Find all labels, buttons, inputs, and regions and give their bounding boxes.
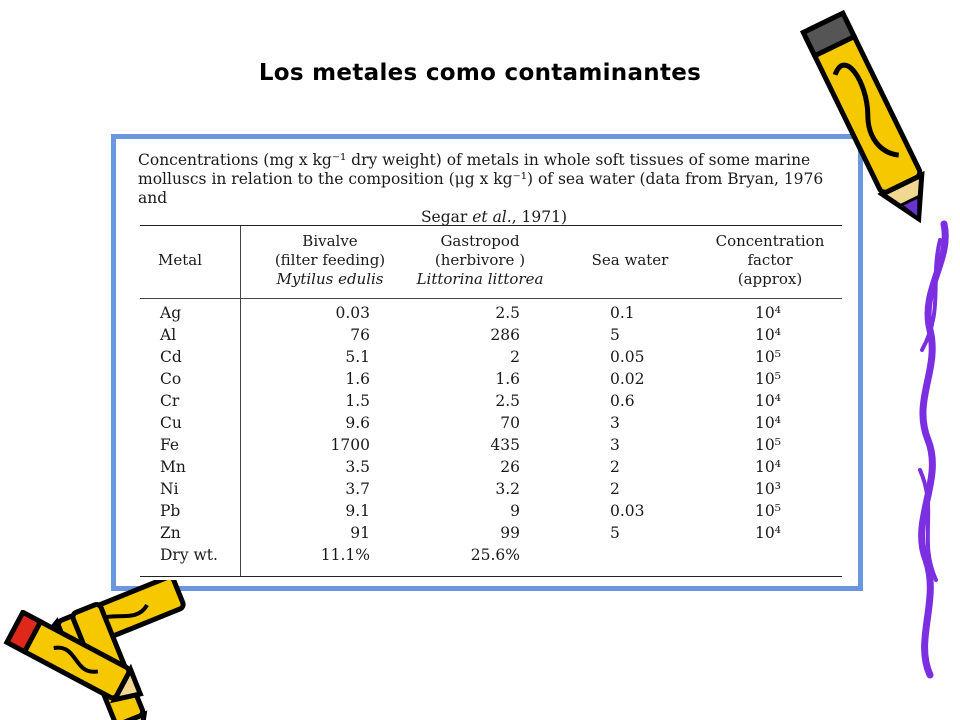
- cell-metal: Mn: [160, 458, 186, 476]
- cell-bivalve: 5.1: [345, 348, 370, 366]
- cell-bivalve: 1.5: [345, 392, 370, 410]
- cell-concentration-factor: 10⁴: [755, 392, 781, 410]
- cell-metal: Al: [160, 326, 177, 344]
- cell-metal: Fe: [160, 436, 180, 454]
- table-row: [140, 348, 842, 370]
- table-row: [140, 502, 842, 524]
- table-row: [140, 326, 842, 348]
- cell-sea-water: 5: [610, 524, 620, 542]
- cell-concentration-factor: 10⁵: [755, 348, 781, 366]
- cell-concentration-factor: 10⁵: [755, 370, 781, 388]
- header-gastropod: Gastropod (herbivore ) Littorina littorea: [416, 232, 544, 288]
- cell-concentration-factor: 10⁴: [755, 304, 781, 322]
- cell-concentration-factor: 10³: [755, 480, 781, 498]
- cell-sea-water: 3: [610, 436, 620, 454]
- table-row: [140, 414, 842, 436]
- cell-gastropod: 99: [500, 524, 520, 542]
- header-sea-water: Sea water: [591, 251, 669, 269]
- table-row: [140, 392, 842, 414]
- cell-gastropod: 9: [510, 502, 520, 520]
- header-bivalve: Bivalve (filter feeding) Mytilus edulis: [274, 232, 386, 288]
- cell-gastropod: 70: [500, 414, 520, 432]
- cell-metal: Ni: [160, 480, 179, 498]
- cell-sea-water: 2: [610, 480, 620, 498]
- table-row: [140, 370, 842, 392]
- table-row: [140, 436, 842, 458]
- cell-sea-water: 0.02: [610, 370, 645, 388]
- cell-gastropod: 2.5: [495, 304, 520, 322]
- cell-concentration-factor: 10⁵: [755, 436, 781, 454]
- metals-table: [140, 225, 842, 577]
- caption-line-2: molluscs in relation to the composition (μg x kg⁻¹) of sea water (data from Bryan, 1976 and: [138, 170, 824, 207]
- cell-metal: Zn: [160, 524, 181, 542]
- cell-bivalve: 11.1%: [320, 546, 370, 564]
- cell-metal: Cu: [160, 414, 182, 432]
- cell-gastropod: 2: [510, 348, 520, 366]
- cell-metal: Cr: [160, 392, 180, 410]
- cell-gastropod: 1.6: [495, 370, 520, 388]
- table-row: [140, 480, 842, 502]
- cell-bivalve: 1.6: [345, 370, 370, 388]
- cell-gastropod: 286: [490, 326, 520, 344]
- cell-concentration-factor: 10⁴: [755, 458, 781, 476]
- cell-sea-water: 0.05: [610, 348, 645, 366]
- cell-gastropod: 25.6%: [470, 546, 520, 564]
- cell-concentration-factor: 10⁴: [755, 524, 781, 542]
- cell-metal: Dry wt.: [160, 546, 218, 564]
- header-divider: [140, 298, 842, 299]
- pencil-icon-top-right: [800, 4, 940, 234]
- metals-table-image: [111, 134, 863, 591]
- cell-sea-water: 3: [610, 414, 620, 432]
- cell-sea-water: 0.1: [610, 304, 635, 322]
- squiggle-icon-right: [900, 220, 960, 680]
- cell-bivalve: 3.5: [345, 458, 370, 476]
- cell-bivalve: 0.03: [335, 304, 370, 322]
- cell-sea-water: 2: [610, 458, 620, 476]
- cell-sea-water: 0.6: [610, 392, 635, 410]
- cell-gastropod: 2.5: [495, 392, 520, 410]
- header-concentration-factor: Concentration factor (approx): [715, 232, 825, 288]
- table-row: [140, 458, 842, 480]
- caption-line-3: Segar et al., 1971): [420, 208, 568, 226]
- cell-gastropod: 435: [490, 436, 520, 454]
- cell-bivalve: 3.7: [345, 480, 370, 498]
- cell-bivalve: 91: [350, 524, 370, 542]
- table-row: [140, 524, 842, 546]
- table-body: [140, 304, 842, 568]
- table-row: [140, 304, 842, 326]
- header-metal: Metal: [158, 251, 203, 269]
- pencil-icon-bottom-left-red: [0, 610, 150, 720]
- cell-concentration-factor: 10⁵: [755, 502, 781, 520]
- cell-concentration-factor: 10⁴: [755, 414, 781, 432]
- cell-metal: Co: [160, 370, 182, 388]
- cell-bivalve: 9.6: [345, 414, 370, 432]
- cell-gastropod: 3.2: [495, 480, 520, 498]
- cell-gastropod: 26: [500, 458, 520, 476]
- caption-line-1: Concentrations (mg x kg⁻¹ dry weight) of metals in whole soft tissues of some marine: [138, 151, 811, 169]
- cell-sea-water: 5: [610, 326, 620, 344]
- cell-sea-water: 0.03: [610, 502, 645, 520]
- cell-bivalve: 76: [350, 326, 370, 344]
- slide-title: Los metales como contaminantes: [258, 60, 702, 86]
- table-row: [140, 546, 842, 568]
- cell-concentration-factor: 10⁴: [755, 326, 781, 344]
- cell-metal: Cd: [160, 348, 182, 366]
- cell-bivalve: 1700: [330, 436, 370, 454]
- table-caption: [138, 151, 850, 227]
- cell-bivalve: 9.1: [345, 502, 370, 520]
- cell-metal: Pb: [160, 502, 181, 520]
- cell-metal: Ag: [160, 304, 182, 322]
